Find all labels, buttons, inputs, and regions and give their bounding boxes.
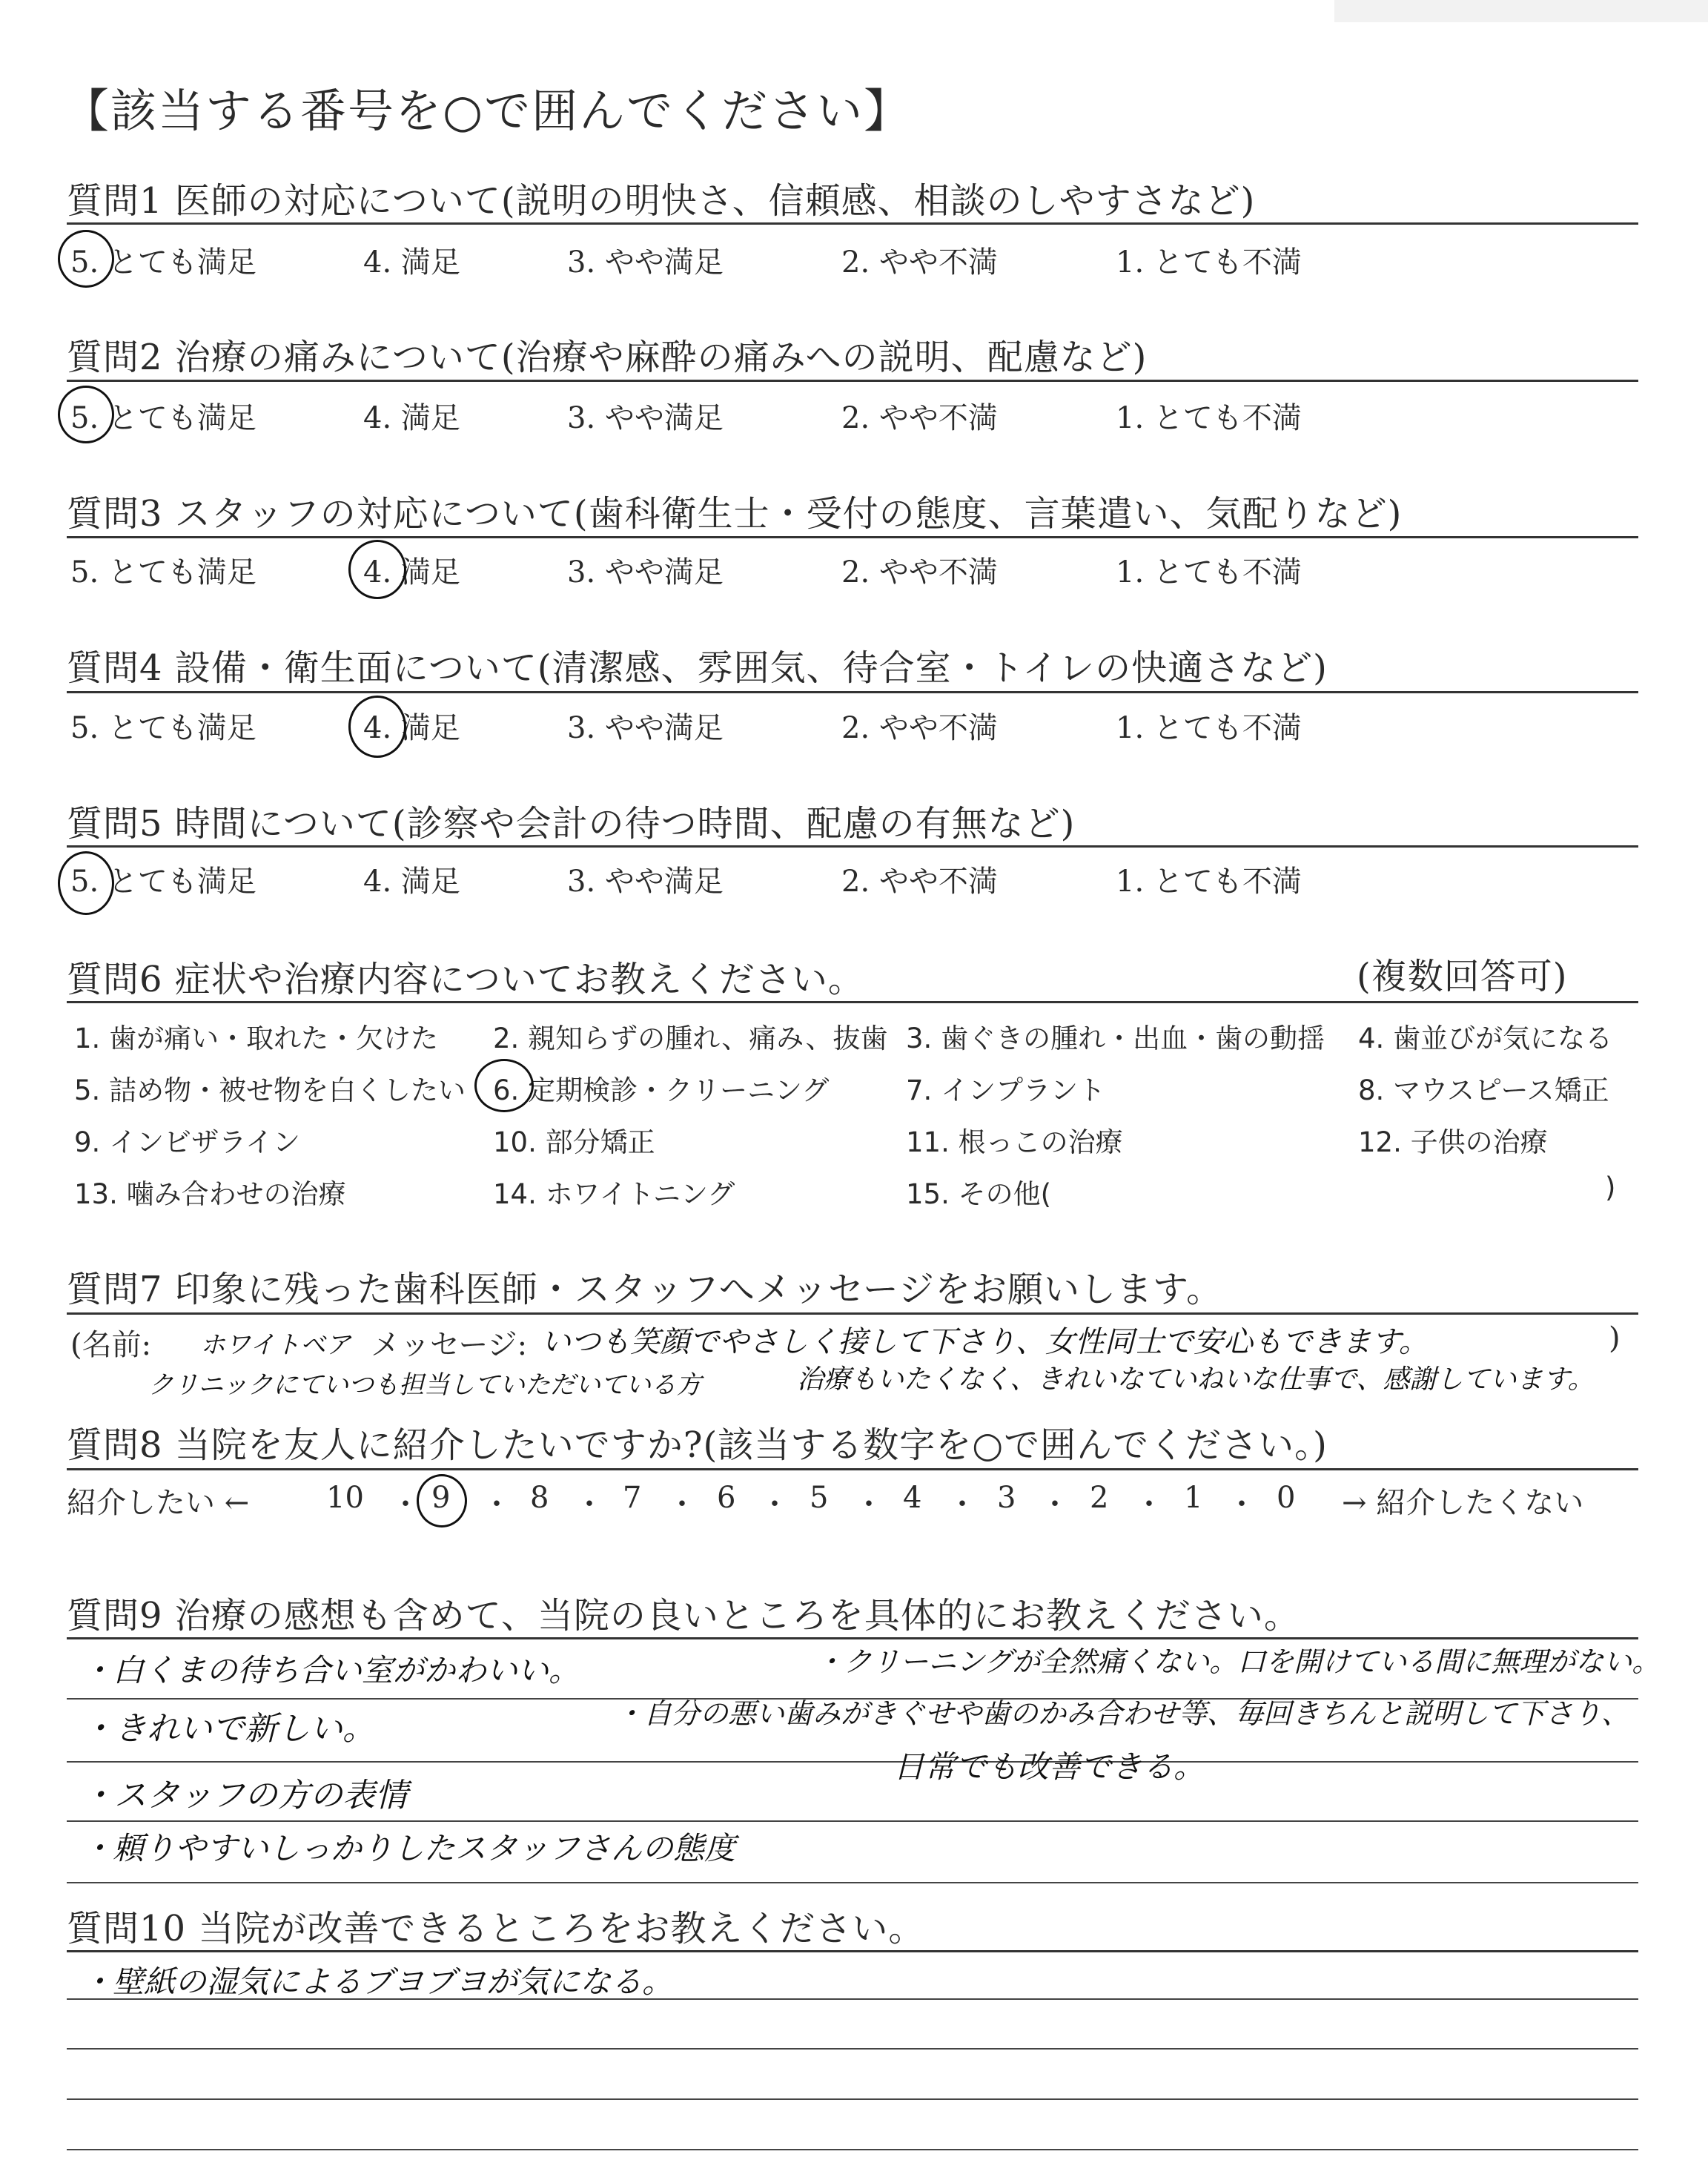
q10-answer-line [67,2048,1638,2050]
q9-answer-4[interactable]: ・自分の悪い歯みがきぐせや歯のかみ合わせ等、毎回きちんと説明して下さり、 [615,1697,1630,1730]
page-title: 【該当する番号を○で囲んでください】 [63,84,912,138]
q8-right-label: → 紹介したくない [1342,1486,1584,1520]
q6-opt-9[interactable]: 9. インビザライン [74,1126,300,1158]
q6-opt-1[interactable]: 1. 歯が痛い・取れた・欠けた [74,1023,439,1054]
q8-sep: ・ [947,1487,977,1522]
q10-answer-line [67,2149,1638,2150]
q7-rule [67,1312,1638,1315]
q9-answer-2[interactable]: ・クリーニングが全然痛くない。口を開けている間に無理がない。 [815,1645,1661,1678]
q3-opt-1[interactable]: 1. とても不満 [1116,555,1302,589]
q3-answer-circle [348,540,406,599]
q8-scale-0[interactable]: 0 [1277,1481,1296,1515]
q3-opt-2[interactable]: 2. やや不満 [841,555,998,589]
q6-opt-15-close: ) [1605,1172,1616,1203]
q7-message-line2b[interactable]: 治療もいたくなく、きれいなていねいな仕事で、感謝しています。 [797,1364,1595,1395]
q5-opt-1[interactable]: 1. とても不満 [1116,865,1302,899]
scan-edge [1334,0,1708,22]
q6-rule [67,1001,1638,1003]
q8-scale-1[interactable]: 1 [1184,1481,1203,1515]
q7-label: 質問7 印象に残った歯科医師・スタッフへメッセージをお願いします。 [67,1269,1223,1310]
q3-opt-5[interactable]: 5. とても満足 [70,555,256,589]
q9-answer-3[interactable]: ・きれいで新しい。 [82,1710,375,1748]
q7-message-line1[interactable]: いつも笑顔でやさしく接して下さり、女性同士で安心もできます。 [541,1325,1429,1359]
q2-opt-1[interactable]: 1. とても不満 [1116,401,1302,435]
q5-opt-5[interactable]: 5. とても満足 [70,865,256,899]
q4-opt-1[interactable]: 1. とても不満 [1116,711,1302,745]
q9-answer-7[interactable]: ・頼りやすいしっかりしたスタッフさんの態度 [82,1830,736,1866]
q9-answer-6[interactable]: 日常でも改善できる。 [893,1748,1205,1785]
q1-opt-3[interactable]: 3. やや満足 [567,245,724,280]
q6-opt-11[interactable]: 11. 根っこの治療 [906,1126,1123,1158]
q6-note: (複数回答可) [1357,956,1568,997]
q5-label: 質問5 時間について(診察や会計の待つ時間、配慮の有無など) [67,803,1076,845]
q6-opt-4[interactable]: 4. 歯並びが気になる [1358,1023,1613,1054]
q4-opt-4[interactable]: 4. 満足 [363,711,460,745]
q5-opt-4[interactable]: 4. 満足 [363,865,460,899]
q8-scale-5[interactable]: 5 [810,1481,829,1515]
q1-opt-1[interactable]: 1. とても不満 [1116,245,1302,280]
q6-opt-2[interactable]: 2. 親知らずの腫れ、痛み、抜歯 [493,1023,888,1054]
q4-answer-circle [348,696,406,758]
q9-answer-5[interactable]: ・スタッフの方の表情 [82,1777,408,1814]
q6-opt-14[interactable]: 14. ホワイトニング [493,1178,735,1210]
q8-sep: ・ [760,1487,790,1522]
q4-rule [67,691,1638,693]
q5-opt-3[interactable]: 3. やや満足 [567,865,724,899]
q7-message-line2a[interactable]: クリニックにていつも担当していただいている方 [148,1370,701,1400]
q8-sep: ・ [1134,1487,1164,1522]
q6-opt-7[interactable]: 7. インプラント [906,1074,1106,1106]
q2-opt-4[interactable]: 4. 満足 [363,401,460,435]
q8-scale-8[interactable]: 8 [530,1481,549,1515]
q2-rule [67,380,1638,382]
q8-scale-6[interactable]: 6 [717,1481,736,1515]
q4-opt-3[interactable]: 3. やや満足 [567,711,724,745]
q8-answer-circle [417,1474,467,1527]
q1-rule [67,222,1638,225]
q3-opt-3[interactable]: 3. やや満足 [567,555,724,589]
q2-label: 質問2 治療の痛みについて(治療や麻酔の痛みへの説明、配慮など) [67,337,1148,378]
q9-answer-line [67,1882,1638,1883]
q2-opt-3[interactable]: 3. やや満足 [567,401,724,435]
q3-label: 質問3 スタッフの対応について(歯科衛生士・受付の態度、言葉遣い、気配りなど) [67,493,1403,535]
q8-scale-4[interactable]: 4 [903,1481,922,1515]
q8-sep: ・ [1227,1487,1257,1522]
q3-opt-4[interactable]: 4. 満足 [363,555,460,589]
q10-rule [67,1950,1638,1952]
q10-label: 質問10 当院が改善できるところをお教えください。 [67,1908,925,1949]
q9-label: 質問9 治療の感想も含めて、当院の良いところを具体的にお教えください。 [67,1595,1300,1636]
q1-opt-5[interactable]: 5. とても満足 [70,245,256,280]
q1-answer-circle [58,230,114,288]
q6-opt-5[interactable]: 5. 詰め物・被せ物を白くしたい [74,1074,466,1106]
q1-opt-4[interactable]: 4. 満足 [363,245,460,280]
q6-opt-12[interactable]: 12. 子供の治療 [1358,1126,1548,1158]
q9-answer-line [67,1820,1638,1822]
q8-rule [67,1468,1638,1470]
q8-sep: ・ [854,1487,884,1522]
q2-opt-2[interactable]: 2. やや不満 [841,401,998,435]
q8-label: 質問8 当院を友人に紹介したいですか?(該当する数字を○で囲んでください。) [67,1424,1328,1466]
q8-left-label: 紹介したい ← [67,1486,250,1520]
q8-scale-3[interactable]: 3 [997,1481,1016,1515]
q10-answer-line [67,2098,1638,2100]
q8-sep: ・ [482,1487,512,1522]
q6-answer-circle [474,1059,534,1112]
q6-opt-15[interactable]: 15. その他( [906,1178,1052,1210]
q8-sep: ・ [667,1487,697,1522]
q7-close-paren: ) [1609,1321,1621,1355]
q8-scale-10[interactable]: 10 [326,1481,364,1515]
q1-opt-2[interactable]: 2. やや不満 [841,245,998,280]
q6-opt-6[interactable]: 6. 定期検診・クリーニング [493,1074,830,1106]
q8-scale-2[interactable]: 2 [1090,1481,1109,1515]
q6-opt-10[interactable]: 10. 部分矯正 [493,1126,655,1158]
q8-sep: ・ [1040,1487,1070,1522]
q8-scale-9[interactable]: 9 [431,1481,451,1515]
q8-scale-7[interactable]: 7 [623,1481,642,1515]
q6-opt-3[interactable]: 3. 歯ぐきの腫れ・出血・歯の動揺 [906,1023,1325,1054]
q7-message-label: メッセージ: [371,1328,528,1362]
q6-label: 質問6 症状や治療内容についてお教えください。 [67,959,864,1000]
q6-opt-13[interactable]: 13. 噛み合わせの治療 [74,1178,346,1210]
q10-answer-1[interactable]: ・壁紙の湿気によるブヨブヨが気になる。 [82,1964,674,2000]
q2-opt-5[interactable]: 5. とても満足 [70,401,256,435]
q7-name-value[interactable]: ホワイトベア [200,1330,351,1360]
q8-sep: ・ [391,1487,420,1522]
q4-opt-5[interactable]: 5. とても満足 [70,711,256,745]
q8-sep: ・ [575,1487,604,1522]
q2-answer-circle [58,386,114,443]
q5-answer-circle [58,851,114,915]
q5-rule [67,845,1638,848]
q7-name-label: (名前: [70,1328,152,1362]
q4-label: 質問4 設備・衛生面について(清潔感、雰囲気、待合室・トイレの快適さなど) [67,647,1328,689]
q6-opt-8[interactable]: 8. マウスピース矯正 [1358,1074,1609,1106]
q9-answer-1[interactable]: ・白くまの待ち合い室がかわいい。 [82,1652,580,1688]
q1-label: 質問1 医師の対応について(説明の明快さ、信頼感、相談のしやすさなど) [67,180,1256,222]
q9-answer-line [67,1761,1638,1763]
q5-opt-2[interactable]: 2. やや不満 [841,865,998,899]
q3-rule [67,536,1638,538]
q4-opt-2[interactable]: 2. やや不満 [841,711,998,745]
